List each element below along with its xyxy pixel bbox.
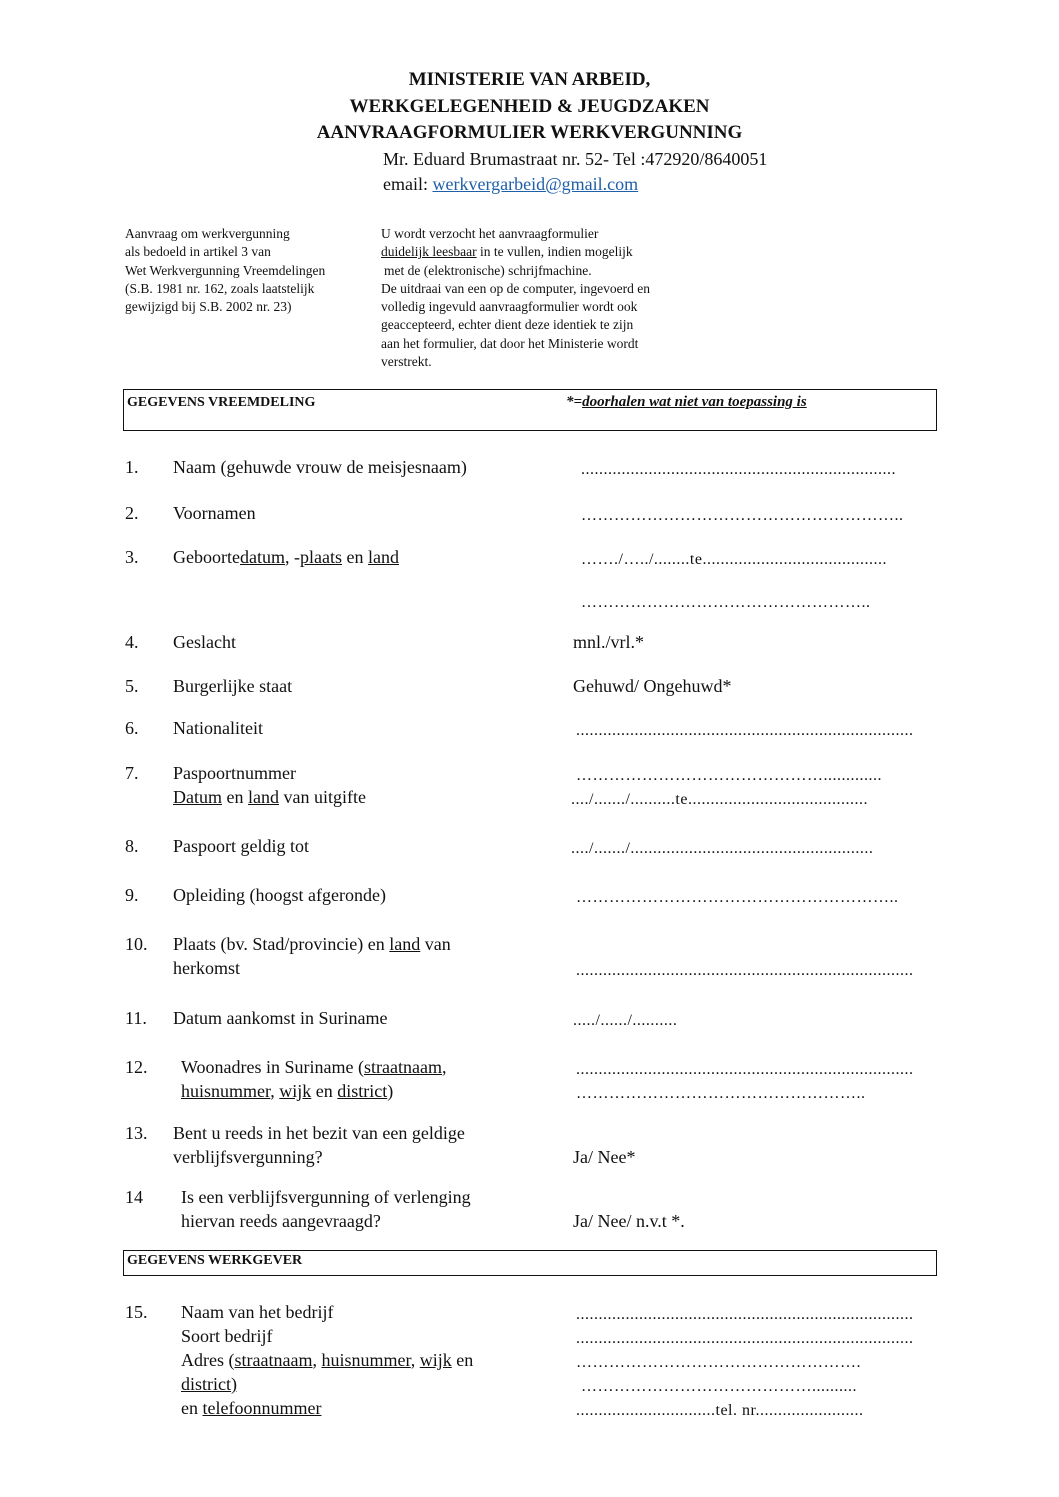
label-soort-bedrijf: Soort bedrijf [181,1326,273,1346]
label-verlenging: Is een verblijfsvergunning of verlenging [181,1187,471,1207]
label-paspoort-geldig: Paspoort geldig tot [173,836,309,856]
label-verblijfsvergunning: Bent u reeds in het bezit van een geldige [173,1123,465,1143]
label-part: land [367,547,399,567]
label-part: van [420,934,451,954]
label-paspoortnummer: Paspoortnummer [173,763,296,783]
field-nationaliteit[interactable]: ........................................................................... [576,722,914,739]
label-part: ) [387,1081,394,1101]
label-part: en [181,1398,203,1418]
label-part: wijk [279,1081,312,1101]
intro-left [125,225,325,316]
label-part: en [341,547,368,567]
intro-right-text: in te vullen, indien mogelijk [476,244,633,260]
label-part: district) [181,1374,237,1394]
label-part: datum [239,547,285,567]
form-title: AANVRAAGFORMULIER WERKVERGUNNING [316,122,743,143]
label-part: , - [284,547,300,567]
label-part: Woonadres in Suriname ( [181,1057,365,1077]
field-bedrijf-adres[interactable]: ……………………………………………. [576,1354,861,1371]
label-part: land [389,934,421,954]
ministry-title-line2: WERKGELEGENHEID & JEUGDZAKEN [349,96,710,117]
label-geboorte [173,547,399,568]
field-geslacht[interactable]: mnl./vrl.* [573,632,644,652]
item-number: 1. [125,457,139,477]
field-geboorte-extra[interactable]: …………………………………………….. [581,594,871,611]
label-opleiding: Opleiding (hoogst afgeronde) [173,885,386,905]
item-number: 6. [125,718,139,738]
item-number: 5. [125,676,139,696]
strike-note-star: *= [566,394,583,410]
label-part: straatnaam [364,1057,442,1077]
label-part: district [337,1081,388,1101]
label-verblijfsvergunning-line2: verblijfsvergunning? [173,1147,323,1167]
item-number: 11. [125,1008,147,1028]
label-bedrijf-district [181,1374,237,1395]
field-bedrijf-telefoon[interactable]: ...............................tel. nr........................ [576,1402,864,1419]
item-number: 7. [125,763,139,783]
field-burgerlijke-staat[interactable]: Gehuwd/ Ongehuwd* [573,676,732,696]
label-part: Datum [173,787,222,807]
label-verlenging-line2: hiervan reeds aangevraagd? [181,1211,381,1231]
label-bedrijf-telefoon [181,1398,321,1419]
field-herkomst[interactable]: ........................................................................... [576,962,914,979]
item-number: 12. [125,1057,148,1077]
field-woonadres[interactable]: ........................................................................... [576,1061,914,1078]
label-naam: Naam (gehuwde vrouw de meisjesnaam) [173,457,467,477]
intro-right-line: U wordt verzocht het aanvraagformulier [381,226,599,241]
strike-note-text: doorhalen wat niet van toepassing is [582,394,807,410]
intro-left-line: Aanvraag om werkvergunning [125,226,290,241]
field-aankomst[interactable]: ...../....../.......... [573,1012,678,1029]
label-woonadres [181,1057,446,1078]
label-part: telefoonnummer [202,1398,322,1418]
email-link[interactable]: werkvergarbeid@gmail.com [432,174,639,194]
ministry-email-line [383,174,638,195]
field-paspoort-uitgifte[interactable]: ..../......./..........te........................................ [571,791,868,808]
label-part: huisnummer [181,1081,271,1101]
item-number: 13. [125,1123,148,1143]
label-burgerlijke-staat: Burgerlijke staat [173,676,293,696]
label-paspoort-uitgifte [173,787,366,808]
intro-right-line: geaccepteerd, echter dient deze identiek te zijn [381,317,634,333]
label-nationaliteit: Nationaliteit [173,718,263,738]
label-part: Adres ( [181,1350,235,1370]
label-geslacht: Geslacht [173,632,236,652]
label-part: huisnummer [321,1350,411,1370]
label-part: straatnaam [234,1350,313,1370]
field-bedrijfsnaam[interactable]: ........................................................................... [576,1306,914,1323]
legible-emphasis: duidelijk leesbaar [381,244,477,260]
label-voornamen: Voornamen [173,503,256,523]
label-part: , [441,1057,447,1077]
field-woonadres-line2[interactable]: …………………………………………….. [576,1085,866,1102]
item-number: 3. [125,547,139,567]
intro-left-line: (S.B. 1981 nr. 162, zoals laatstelijk [125,280,315,296]
field-bedrijf-district[interactable]: …………………………………….......... [581,1378,857,1395]
label-part: Plaats (bv. Stad/provincie) en [173,934,390,954]
intro-left-line: Wet Werkvergunning Vreemdelingen [125,262,326,278]
label-part: Geboorte [173,547,240,567]
intro-right [381,225,650,371]
label-part: en [311,1081,338,1101]
label-herkomst [173,934,451,955]
field-opleiding[interactable]: ………………………………………………….. [576,889,899,906]
field-soort-bedrijf[interactable]: ........................................................................... [576,1330,914,1347]
item-number: 15. [125,1302,148,1322]
field-paspoort-geldig[interactable]: ..../......./...................................................... [571,840,874,857]
ministry-title-line1: MINISTERIE VAN ARBEID, [408,69,651,90]
item-number: 4. [125,632,139,652]
label-bedrijfsnaam: Naam van het bedrijf [181,1302,334,1322]
label-part: , [270,1081,280,1101]
intro-right-line: volledig ingevuld aanvraagformulier wordt ook [381,299,638,315]
item-number: 9. [125,885,139,905]
intro-left-line: als bedoeld in artikel 3 van [125,244,271,260]
label-woonadres-line2 [181,1081,393,1102]
field-verblijfsvergunning[interactable]: Ja/ Nee* [573,1147,636,1167]
label-part: , [410,1350,420,1370]
label-part: plaats [299,547,342,567]
intro-right-line: verstrekt. [381,354,432,370]
intro-right-line: De uitdraai van een op de computer, ingevoerd en [381,280,650,296]
label-part: en [222,787,248,807]
strike-note [566,394,807,411]
field-voornamen[interactable]: ………………………………………………….. [581,507,904,524]
label-herkomst-line2: herkomst [173,958,240,978]
email-label: email: [383,174,433,194]
label-part: , [312,1350,322,1370]
label-part: land [248,787,279,807]
item-number: 8. [125,836,139,856]
intro-left-line: gewijzigd bij S.B. 2002 nr. 23) [125,299,292,315]
ministry-address: Mr. Eduard Brumastraat nr. 52- Tel :472920/8640051 [383,149,768,169]
field-naam[interactable]: ...................................................................... [581,461,896,478]
intro-right-line: aan het formulier, dat door het Ministerie wordt [381,335,639,351]
intro-right-line: met de (elektronische) schrijfmachine. [384,262,592,278]
item-number: 14 [125,1187,143,1207]
item-number: 2. [125,503,139,523]
label-part: van uitgifte [279,787,366,807]
field-geboorte[interactable]: ……./…../........te......................................... [581,551,887,568]
label-part: wijk [419,1350,452,1370]
field-paspoortnummer[interactable]: ………………………………………............. [576,767,882,784]
section-vreemdeling-title: GEGEVENS VREEMDELING [127,395,316,410]
intro-right-line [381,243,650,261]
label-aankomst: Datum aankomst in Suriname [173,1008,388,1028]
field-verlenging[interactable]: Ja/ Nee/ n.v.t *. [573,1211,685,1231]
label-bedrijf-adres [181,1350,473,1371]
label-part: en [451,1350,474,1370]
section-werkgever-title: GEGEVENS WERKGEVER [127,1253,303,1268]
item-number: 10. [125,934,148,954]
